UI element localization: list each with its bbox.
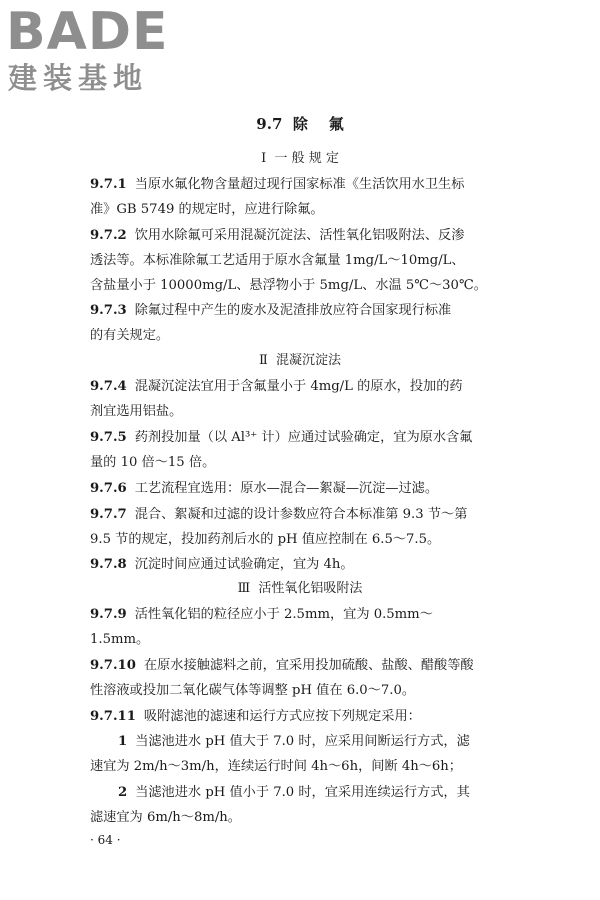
clause-text-line: 量的 10 倍～15 倍。	[90, 455, 216, 470]
clause-9-7-5	[90, 429, 540, 447]
clause-text: 药剂投加量（以 Al³⁺ 计）应通过试验确定，宜为原水含氟	[134, 430, 473, 445]
list-item-1	[118, 733, 540, 751]
clause-text: 工艺流程宜选用：原水—混合—絮凝—沉淀—过滤。	[134, 481, 439, 496]
clause-number: 9.7.6	[90, 481, 127, 496]
page-title: 9.7 除 氟	[256, 115, 344, 133]
clause-text-line: 性溶液或投加二氧化碳气体等调整 pH 值在 6.0～7.0。	[90, 683, 416, 698]
clause-number: 9.7.9	[90, 607, 127, 622]
clause-text: 在原水接触滤料之前，宜采用投加硫酸、盐酸、醋酸等酸	[143, 658, 474, 673]
clause-number: 9.7.2	[90, 228, 127, 243]
clause-text-line: 含盐量小于 10000mg/L、悬浮物小于 5mg/L、水温 5℃～30℃。	[90, 278, 487, 293]
clause-text: 混凝沉淀法宜用于含氟量小于 4mg/L 的原水，投加的药	[134, 379, 463, 394]
clause-number: 9.7.7	[90, 507, 127, 522]
logo-subtitle: 建装基地	[8, 61, 149, 95]
clause-9-7-2	[90, 227, 540, 245]
clause-text: 饮用水除氟可采用混凝沉淀法、活性氧化铝吸附法、反渗	[134, 228, 465, 243]
clause-9-7-8	[90, 556, 540, 574]
logo-wordmark: BADE	[6, 2, 169, 62]
clause-number: 9.7.8	[90, 557, 127, 572]
page-number: · 64 ·	[90, 833, 121, 847]
section-heading-alumina: Ⅲ 活性氧化铝吸附法	[237, 581, 363, 596]
section-heading-coagulation: Ⅱ 混凝沉淀法	[258, 353, 342, 368]
clause-number: 9.7.11	[90, 709, 136, 724]
clause-9-7-10	[90, 657, 540, 675]
clause-text-line: 准》GB 5749 的规定时，应进行除氟。	[90, 202, 324, 217]
item-number: 2	[118, 785, 128, 800]
clause-text: 活性氧化铝的粒径应小于 2.5mm，宜为 0.5mm～	[134, 607, 433, 622]
list-item-2	[118, 784, 540, 802]
item-text-line: 滤速宜为 6m/h～8m/h。	[90, 810, 241, 825]
clause-text: 吸附滤池的滤速和运行方式应按下列规定采用：	[143, 709, 421, 724]
item-text: 当滤池进水 pH 值大于 7.0 时，应采用间断运行方式，滤	[135, 734, 470, 749]
clause-text-line: 1.5mm。	[90, 632, 150, 647]
clause-text-line: 透法等。本标准除氟工艺适用于原水含氟量 1mg/L～10mg/L、	[90, 253, 465, 268]
item-text-line: 速宜为 2m/h～3m/h，连续运行时间 4h～6h，间断 4h～6h；	[90, 759, 462, 774]
clause-text: 沉淀时间应通过试验确定，宜为 4h。	[134, 557, 354, 572]
clause-number: 9.7.1	[90, 177, 127, 192]
clause-9-7-1	[90, 176, 540, 194]
clause-text: 当原水氟化物含量超过现行国家标准《生活饮用水卫生标	[134, 177, 465, 192]
clause-9-7-11	[90, 708, 540, 726]
clause-text: 除氟过程中产生的废水及泥渣排放应符合国家现行标准	[134, 303, 452, 318]
clause-9-7-6	[90, 480, 540, 498]
section-heading-general: Ⅰ 一 般 规 定	[261, 151, 339, 166]
clause-text-line: 的有关规定。	[90, 328, 170, 343]
item-number: 1	[118, 734, 128, 749]
clause-number: 9.7.10	[90, 658, 136, 673]
clause-number: 9.7.4	[90, 379, 127, 394]
clause-9-7-7	[90, 506, 540, 524]
clause-9-7-4	[90, 378, 540, 396]
item-text: 当滤池进水 pH 值小于 7.0 时，宜采用连续运行方式，其	[135, 785, 470, 800]
clause-9-7-3	[90, 302, 540, 320]
clause-number: 9.7.3	[90, 303, 127, 318]
clause-text-line: 9.5 节的规定，投加药剂后水的 pH 值应控制在 6.5～7.5。	[90, 532, 441, 547]
bade-logo	[6, 4, 181, 99]
clause-number: 9.7.5	[90, 430, 127, 445]
clause-9-7-9	[90, 606, 540, 624]
clause-text: 混合、絮凝和过滤的设计参数应符合本标准第 9.3 节～第	[134, 507, 468, 522]
clause-text-line: 剂宜选用铝盐。	[90, 404, 183, 419]
